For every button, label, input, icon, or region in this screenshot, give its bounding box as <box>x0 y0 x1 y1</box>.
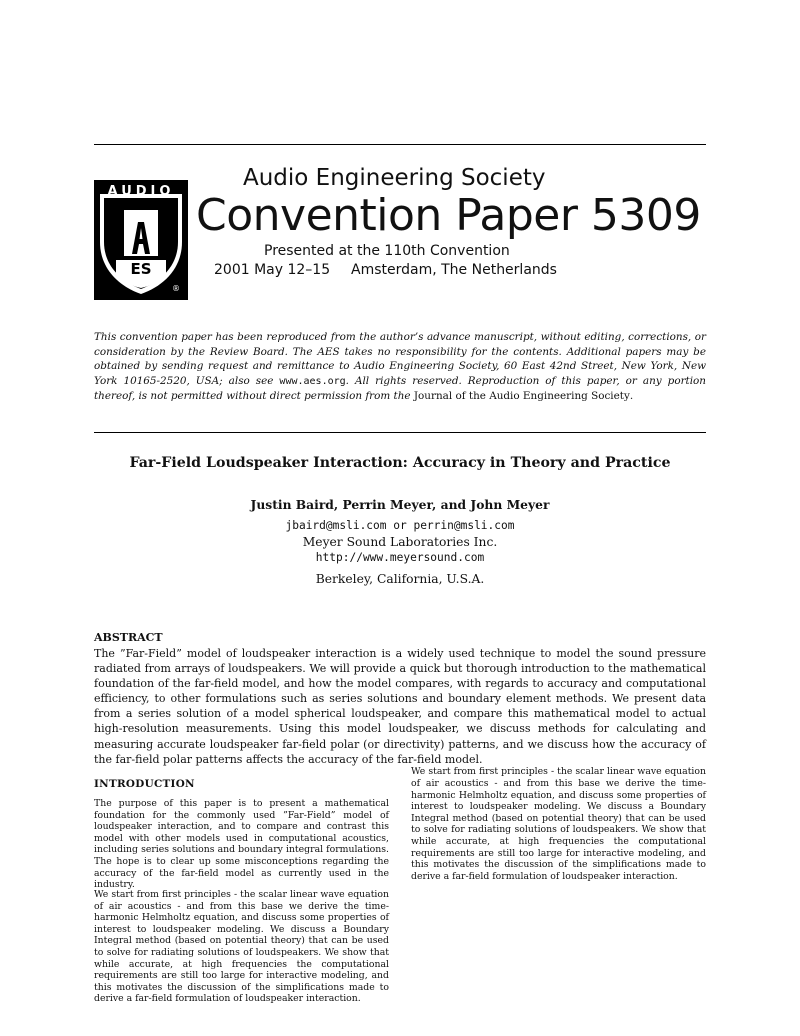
aes-url-link[interactable]: www.aes.org <box>279 375 346 387</box>
journal-name: Journal of the Audio Engineering Society <box>413 390 630 402</box>
convention-date: 2001 May 12–15 <box>214 262 331 278</box>
introduction-paragraph-2-continued: We start from first principles - the scalar linear wave equation of air acoustics - and from this base we derive the time-harmonic Helmholtz equation, and discuss some properties of interest to loudspeaker modeling. We discuss a Boundary Integral method (based on potential theory) that can be used to solve for radiating solutions of loudspeakers. We show that while accurate, at high frequencies the computational requirements are still too large for interactive modeling, and this motivates the discussion of the simplifications made to derive a far-field formulation of loudspeaker interaction. <box>411 766 706 882</box>
introduction-right-column <box>411 766 706 887</box>
abstract-heading: ABSTRACT <box>94 631 163 644</box>
reproduction-notice: This convention paper has been reproduced from the author’s advance manuscript, without editing, corrections, or consideration by the Review Board. The AES takes no responsibility for the contents. Additional papers may be obtained by sending request and remittance to Audio Engineering Society, 60 East 42nd Street, New York, New York 10165-2520, USA; also see www.aes.org. All rights reserved. Reproduction of this paper, or any portion thereof, is not permitted without direct permission from the Journal of the Audio Engineering Society. <box>94 331 706 402</box>
section-rule <box>94 432 706 433</box>
article-title: Far-Field Loudspeaker Interaction: Accuracy in Theory and Practice <box>129 455 671 471</box>
logo-registered-mark: ® <box>172 284 180 293</box>
logo-audio-text: AUDIO <box>107 184 175 199</box>
author-city: Berkeley, California, U.S.A. <box>315 572 485 586</box>
convention-location: Amsterdam, The Netherlands <box>351 262 557 278</box>
author-emails: jbaird@msli.com or perrin@msli.com <box>285 519 515 532</box>
logo-es-text: ES <box>130 260 152 278</box>
presented-at: Presented at the 110th Convention <box>264 243 510 259</box>
top-rule <box>94 144 706 145</box>
introduction-paragraph-2-start: We start from first principles - the scalar linear wave equation of air acoustics - and from this base we derive the time-harmonic Helmholtz equation, and discuss some properties of interest to loudspeaker modeling. We discuss a Boundary Integral method (based on potential theory) that can be used to solve for radiating solutions of loudspeakers. We show that while accurate, at high frequencies the computational requirements are still too large for interactive modeling, and this motivates the discussion of the simplifications made to derive a far-field formulation of loudspeaker interaction. <box>94 889 389 1005</box>
introduction-paragraph-1: The purpose of this paper is to present a mathematical foundation for the commonly used ”Far-Field” model of loudspeaker interaction, and to compare and contrast this model with other models used in computational acoustics, including series solutions and boundary integral formulations. The hope is to clear up some misconceptions regarding the accuracy of the far-field model as currently used in the industry. <box>94 798 389 891</box>
paper-title: Convention Paper 5309 <box>196 190 701 241</box>
abstract-text: The ”Far-Field” model of loudspeaker interaction is a widely used technique to model the sound pressure radiated from arrays of loudspeakers. We will provide a quick but thorough introduction to the mathematical foundation of the far-field model, and how the model compares, with regards to accuracy and computational efficiency, to other formulations such as series solutions and boundary element methods. We present data from a series solution of a model spherical loudspeaker, and compare this mathematical model to actual high-resolution measurements. Using this model loudspeaker, we discuss methods for calculating and measuring accurate loudspeaker far-field polar (or directivity) patterns, and we discuss how the accuracy of the far-field polar patterns affects the accuracy of the far-field model. <box>94 647 706 766</box>
society-name: Audio Engineering Society <box>243 165 546 191</box>
introduction-heading: INTRODUCTION <box>94 778 195 790</box>
authors: Justin Baird, Perrin Meyer, and John Meyer <box>250 497 550 512</box>
organization: Meyer Sound Laboratories Inc. <box>302 535 498 549</box>
aes-logo <box>94 180 188 300</box>
website-link[interactable]: http://www.meyersound.com <box>315 551 485 564</box>
